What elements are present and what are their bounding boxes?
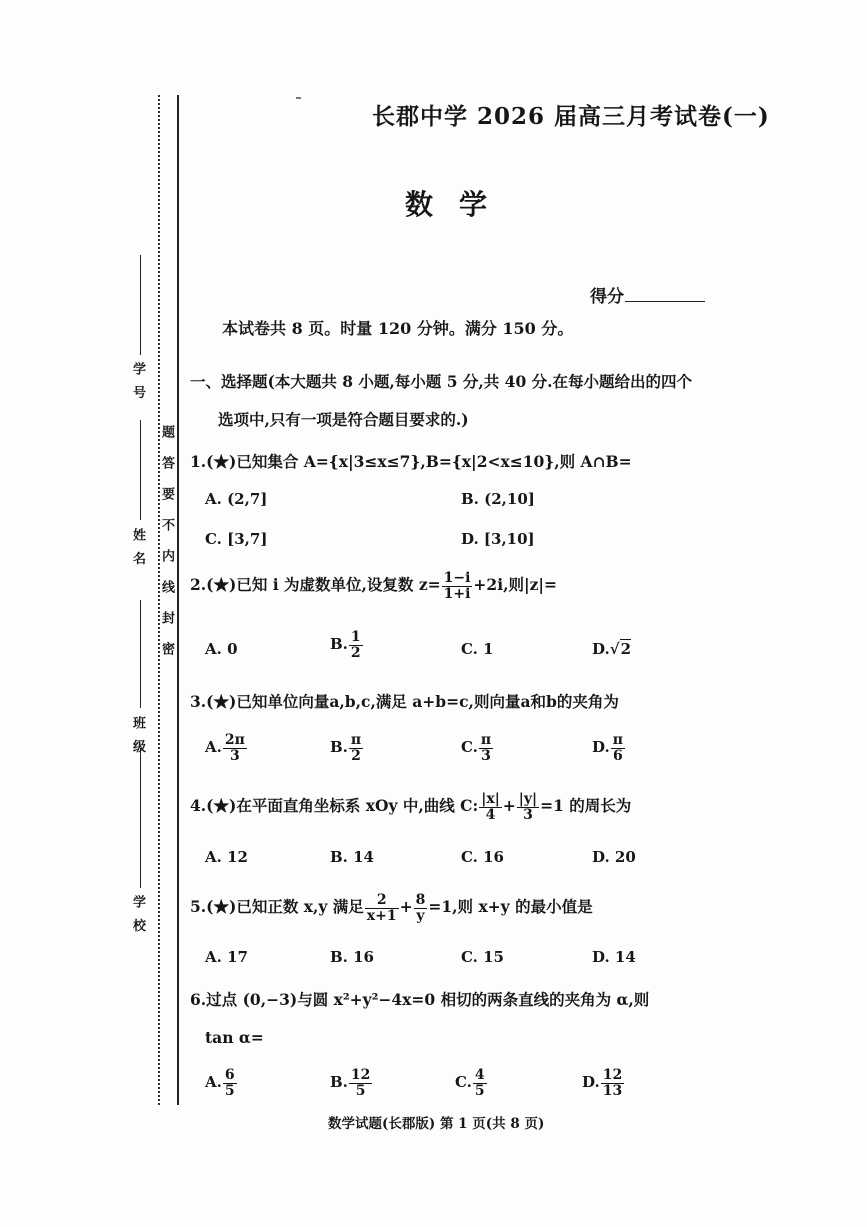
q4-f1-numerator: |x| bbox=[481, 791, 500, 807]
q3-option-b bbox=[330, 733, 364, 763]
q3-c-prefix: C. bbox=[461, 738, 478, 757]
q3-b-numerator: π bbox=[350, 732, 362, 748]
q3-b-prefix: B. bbox=[330, 738, 348, 757]
scan-mark bbox=[296, 97, 301, 99]
q2-d-prefix: D. bbox=[592, 640, 610, 658]
question-5 bbox=[190, 893, 593, 923]
q6-b-numerator: 12 bbox=[350, 1067, 371, 1083]
subject-title: 数学 bbox=[405, 188, 514, 221]
q3-d-prefix: D. bbox=[592, 738, 610, 757]
q3-d-denominator: 6 bbox=[612, 747, 623, 764]
binding-solid-line bbox=[177, 95, 179, 1105]
q1-option-a: A. (2,7] bbox=[205, 490, 268, 508]
q2-option-a: A. 0 bbox=[205, 640, 238, 658]
q4-option-c: C. 16 bbox=[461, 848, 504, 866]
q3-c-denominator: 3 bbox=[481, 747, 491, 764]
q3-b-denominator: 2 bbox=[351, 747, 361, 764]
seal-line-text: 题答要不内线封密 bbox=[159, 425, 174, 673]
question-1: 1.(★)已知集合 A={x|3≤x≤7},B={x|2<x≤10},则 A∩B= bbox=[190, 452, 632, 471]
q4-option-d: D. 20 bbox=[592, 848, 636, 866]
q2-option-d bbox=[592, 640, 631, 658]
q5-f2-denominator: y bbox=[416, 907, 425, 924]
sqrt-symbol: √2 bbox=[609, 640, 631, 658]
q2-option-b bbox=[330, 630, 364, 660]
q6-b-denominator: 5 bbox=[355, 1082, 366, 1099]
q4-option-a: A. 12 bbox=[205, 848, 248, 866]
q4-plus: + bbox=[502, 796, 516, 816]
question-6-line1: 6.过点 (0,−3)与圆 x²+y²−4x=0 相切的两条直线的夹角为 α,则 bbox=[190, 990, 650, 1009]
student-id-label: 学 号 bbox=[130, 362, 145, 402]
q6-a-denominator: 5 bbox=[224, 1082, 235, 1099]
q6-c-denominator: 5 bbox=[474, 1082, 485, 1099]
q5-f1-numerator: 2 bbox=[365, 893, 399, 909]
question-3: 3.(★)已知单位向量a,b,c,满足 a+b=c,则向量a和b的夹角为 bbox=[190, 692, 619, 711]
q6-a-numerator: 6 bbox=[224, 1067, 235, 1083]
question-4 bbox=[190, 792, 631, 822]
q2-b-numerator: 1 bbox=[350, 629, 361, 645]
q4-suffix: =1 的周长为 bbox=[540, 796, 632, 816]
score-label: 得分 bbox=[590, 287, 624, 307]
q3-a-numerator: 2π bbox=[224, 732, 245, 748]
q6-d-numerator: 12 bbox=[602, 1067, 623, 1083]
section-heading-line1: 一、选择题(本大题共 8 小题,每小题 5 分,共 40 分.在每小题给出的四个 bbox=[190, 372, 693, 391]
exam-intro: 本试卷共 8 页。时量 120 分钟。满分 150 分。 bbox=[222, 319, 574, 338]
q6-option-c bbox=[455, 1068, 488, 1098]
q3-option-c bbox=[461, 733, 494, 763]
page-footer: 数学试题(长郡版) 第 1 页(共 8 页) bbox=[328, 1116, 545, 1132]
q5-option-c: C. 15 bbox=[461, 948, 504, 966]
q2-option-c: C. 1 bbox=[461, 640, 494, 658]
q6-c-prefix: C. bbox=[455, 1073, 472, 1092]
q6-d-prefix: D. bbox=[582, 1073, 600, 1092]
exam-title: 长郡中学 2026 届高三月考试卷(一) bbox=[372, 103, 770, 130]
q1-option-d: D. [3,10] bbox=[461, 530, 535, 548]
school-label: 学 校 bbox=[130, 895, 145, 935]
q2-suffix: +2i,则|z|= bbox=[473, 575, 558, 595]
q2-b-denominator: 2 bbox=[350, 644, 361, 661]
class-blank-line bbox=[140, 600, 141, 708]
q6-a-prefix: A. bbox=[205, 1073, 222, 1092]
name-label: 姓 名 bbox=[130, 528, 145, 568]
q5-f2-numerator: 8 bbox=[415, 892, 426, 908]
q4-f2-denominator: 3 bbox=[523, 806, 533, 823]
q1-option-b: B. (2,10] bbox=[461, 490, 535, 508]
q2-d-radicand: 2 bbox=[620, 640, 631, 658]
q5-option-b: B. 16 bbox=[330, 948, 374, 966]
q6-c-numerator: 4 bbox=[474, 1067, 485, 1083]
q6-option-b bbox=[330, 1068, 373, 1098]
school-blank-line bbox=[140, 748, 141, 888]
q6-d-denominator: 13 bbox=[602, 1082, 623, 1099]
q3-a-denominator: 3 bbox=[230, 747, 240, 764]
q4-f1-denominator: 4 bbox=[485, 806, 496, 823]
q3-option-d bbox=[592, 733, 626, 763]
q3-a-prefix: A. bbox=[205, 738, 222, 757]
q2-prefix: 2.(★)已知 i 为虚数单位,设复数 z= bbox=[190, 575, 441, 595]
q3-c-numerator: π bbox=[480, 732, 492, 748]
q2-denominator: 1+i bbox=[443, 585, 471, 602]
student-id-blank-line bbox=[140, 255, 141, 355]
q5-prefix: 5.(★)已知正数 x,y 满足 bbox=[190, 897, 364, 917]
q5-option-d: D. 14 bbox=[592, 948, 636, 966]
q6-option-d bbox=[582, 1068, 625, 1098]
question-6-line2: tan α= bbox=[205, 1028, 264, 1047]
name-blank-line bbox=[140, 420, 141, 520]
q2-b-prefix: B. bbox=[330, 635, 348, 654]
q1-option-c: C. [3,7] bbox=[205, 530, 268, 548]
q5-option-a: A. 17 bbox=[205, 948, 248, 966]
q5-f1-denominator: x+1 bbox=[366, 907, 397, 924]
q6-option-a bbox=[205, 1068, 238, 1098]
q4-f2-numerator: |y| bbox=[518, 791, 538, 807]
q5-plus: + bbox=[399, 897, 413, 917]
q2-fraction bbox=[442, 571, 473, 601]
q5-suffix: =1,则 x+y 的最小值是 bbox=[428, 897, 593, 917]
q3-option-a bbox=[205, 733, 248, 763]
q3-d-numerator: π bbox=[612, 732, 623, 748]
q4-option-b: B. 14 bbox=[330, 848, 374, 866]
class-label: 班 级 bbox=[130, 716, 145, 756]
question-2 bbox=[190, 571, 557, 601]
q2-numerator: 1−i bbox=[443, 570, 471, 586]
section-heading-line2: 选项中,只有一项是符合题目要求的.) bbox=[218, 410, 469, 429]
q4-prefix: 4.(★)在平面直角坐标系 xOy 中,曲线 C: bbox=[190, 796, 479, 816]
q6-b-prefix: B. bbox=[330, 1073, 348, 1092]
score-blank-line bbox=[625, 301, 705, 302]
